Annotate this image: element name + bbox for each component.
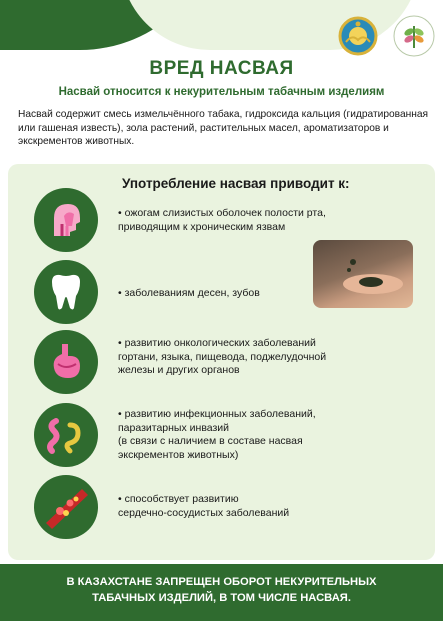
- stomach-icon: [34, 330, 98, 394]
- list-item: • заболеваниям десен, зубов: [118, 287, 260, 299]
- health-org-logo-icon: [392, 14, 436, 58]
- list-item: • развитию онкологических заболеваний гортани, языка, пищевода, поджелудочной железы и других органов: [118, 337, 327, 376]
- intro-paragraph: Насвай содержит смесь измельчённого табака, гидроксида кальция (гидратированная или гашеная известь), зола растений, растительных масел, ароматизаторов и экскрементов животных.: [18, 109, 429, 147]
- tooth-icon: [34, 260, 98, 324]
- list-item: • развитию инфекционных заболеваний, паразитарных инвазий (в связи с наличием в составе насвая экскрементов животных): [118, 408, 316, 461]
- blood-vessel-icon: [34, 475, 98, 539]
- parasite-icon: [34, 403, 98, 467]
- throat-icon: [34, 188, 98, 252]
- nasvay-hand-photo: [313, 240, 413, 308]
- effects-heading: Употребление насвая приводит к:: [122, 176, 350, 191]
- page-subtitle: Насвай относится к некурительным табачным изделиям: [58, 86, 385, 98]
- page-title: ВРЕД НАСВАЯ: [149, 58, 294, 79]
- state-emblem-icon: [338, 16, 378, 56]
- footer-warning: В КАЗАХСТАНЕ ЗАПРЕЩЕН ОБОРОТ НЕКУРИТЕЛЬНЫХ ТАБАЧНЫХ ИЗДЕЛИЙ, В ТОМ ЧИСЛЕ НАСВАЯ.: [66, 576, 377, 604]
- list-item: • ожогам слизистых оболочек полости рта, приводящим к хроническим язвам: [118, 207, 326, 233]
- list-item: • способствует развитию сердечно-сосудистых заболеваний: [118, 493, 290, 519]
